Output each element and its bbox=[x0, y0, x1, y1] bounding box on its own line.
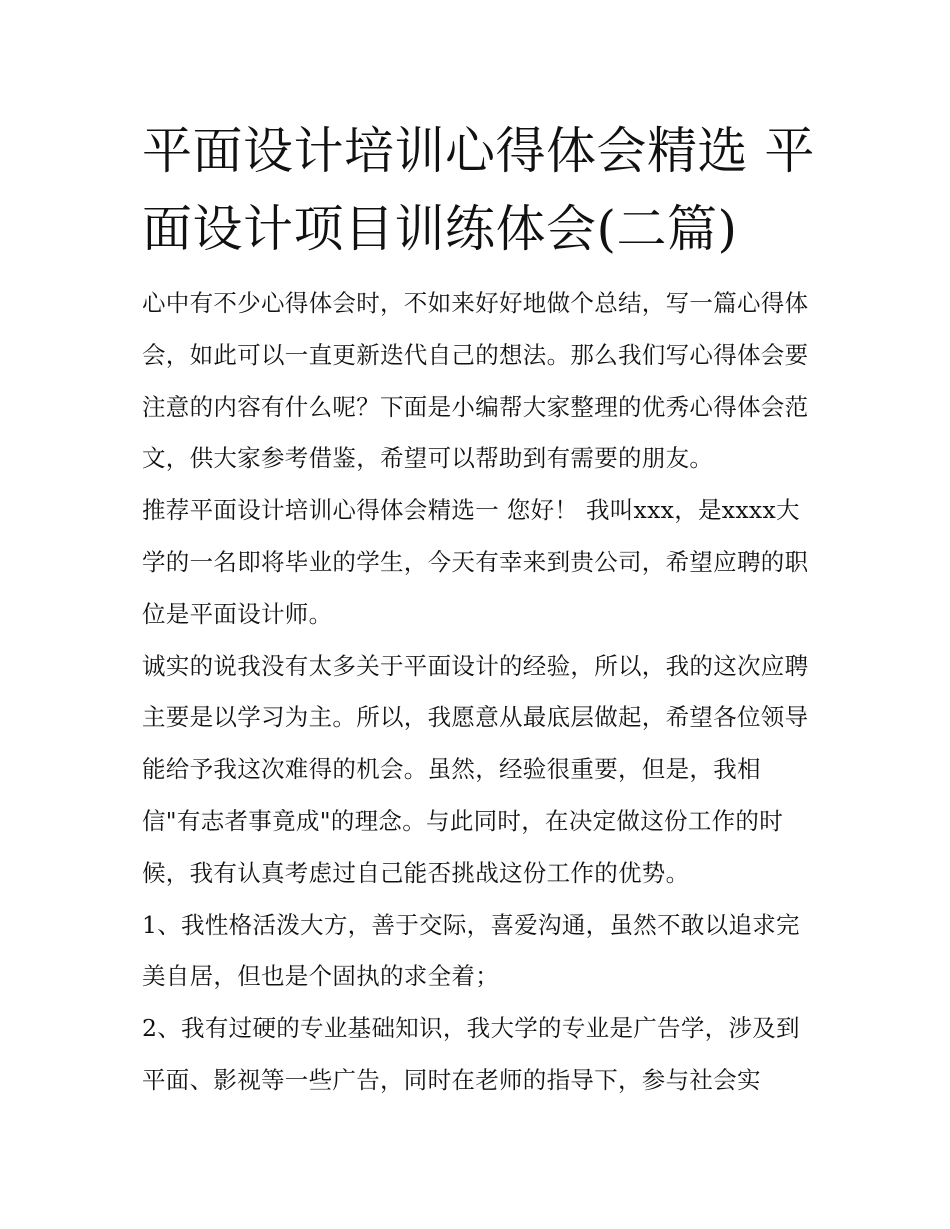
paragraph-point-2: 2、我有过硬的专业基础知识，我大学的专业是广告学，涉及到平面、影视等一些广告，同时在老师的指导下，参与社会实 bbox=[142, 1014, 800, 1094]
paragraph-greeting: 推荐平面设计培训心得体会精选一 您好！ 我叫xxx，是xxxx大学的一名即将毕业的学生，今天有幸来到贵公司，希望应聘的职位是平面设计师。 bbox=[142, 496, 809, 628]
paragraph-point-1: 1、我性格活泼大方，善于交际，喜爱沟通，虽然不敢以追求完美自居，但也是个固执的求全着； bbox=[142, 910, 800, 991]
paragraph-intro: 心中有不少心得体会时，不如来好好地做个总结，写一篇心得体会，如此可以一直更新迭代自己的想法。那么我们写心得体会要注意的内容有什么呢？下面是小编帮大家整理的优秀心得体会范文，供大家参考借鉴，希望可以帮助到有需要的朋友。 bbox=[142, 289, 809, 473]
paragraph-experience: 诚实的说我没有太多关于平面设计的经验，所以，我的这次应聘主要是以学习为主。所以，我愿意从最底层做起，希望各位领导能给予我这次难得的机会。虽然，经验很重要，但是，我相信"有志者事竟成"的理念。与此同时，在决定做这份工作的时候，我有认真考虑过自己能否挑战这份工作的优势。 bbox=[142, 651, 809, 887]
document-title: 平面设计培训心得体会精选 平面设计项目训练体会(二篇) bbox=[142, 122, 815, 258]
document-body bbox=[142, 278, 818, 1107]
